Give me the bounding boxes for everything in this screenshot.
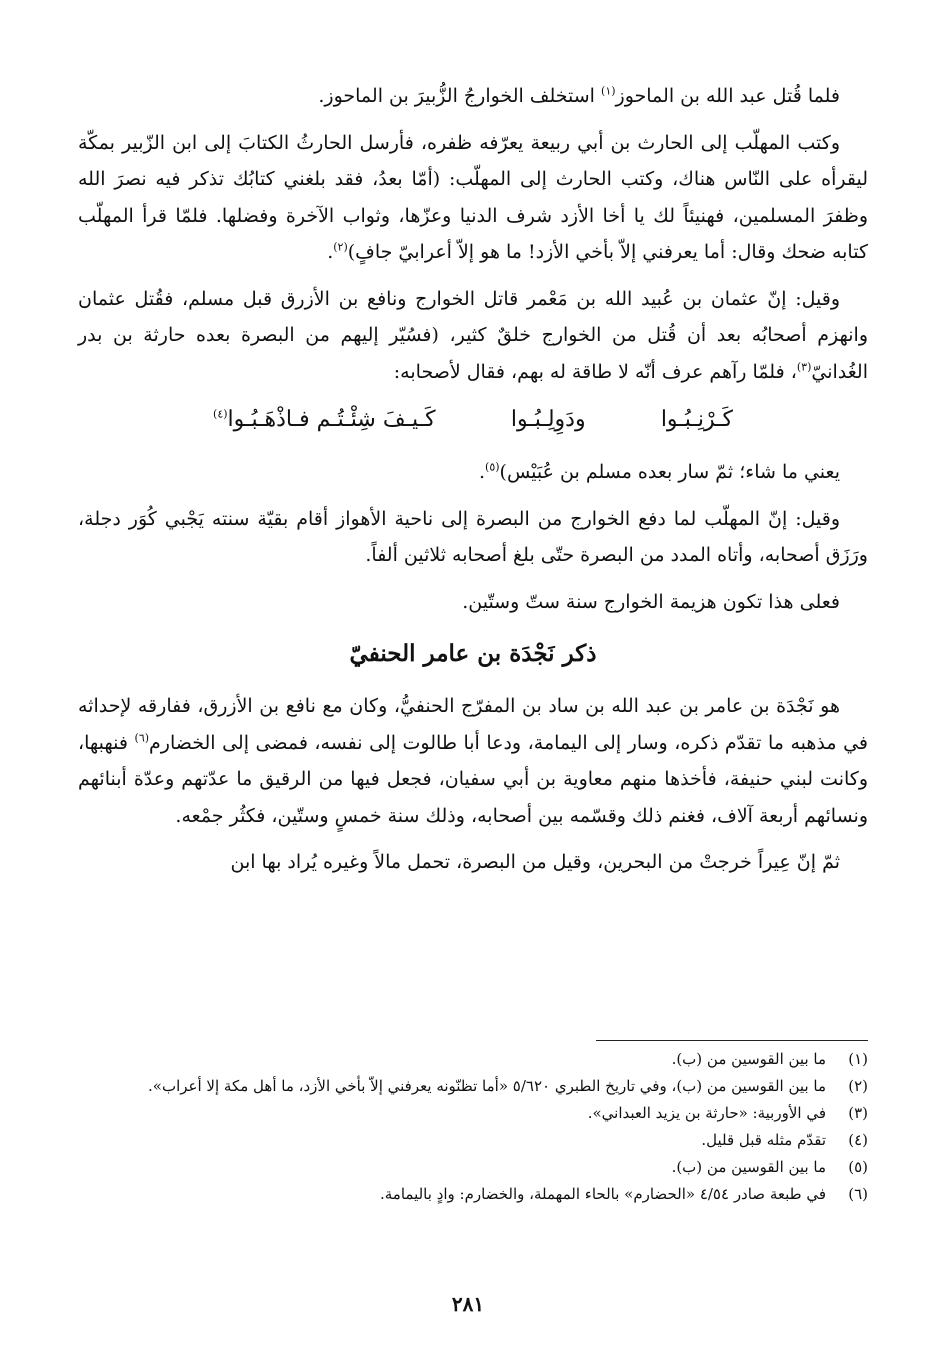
footnote-ref-3: (٣) xyxy=(796,360,812,374)
paragraph-7-text: هو نَجْدَة بن عامر بن عبد الله بن ساد بن المفرّج الحنفيُّ، وكان مع نافع بن الأزرق، ففارقه لإحداثه في مذهبه ما تقدّم ذكره، وسار إلى اليمامة، ودعا أبا طالوت إلى نفسه، فمضى إلى الخضارم xyxy=(78,695,868,754)
verse-part-3: كَـيـفَ شِئْـتُـم فـاذْهَـبُـوا xyxy=(227,407,436,432)
paragraph-7-rest: فنهبها، وكانت لبني حنيفة، فأخذها منهم معاوية بن أبي سفيان، فجعل فيها من الرقيق ما عدّتهم وعدّة أبنائهم ونسائهم أربعة آلاف، فغنم ذلك وقسّمه بين أصحابه، وذلك سنة خمسٍ وستّين، فكثُر جمْعه. xyxy=(78,731,868,827)
page-number: ٢٨١ xyxy=(451,1292,485,1316)
footnote-2 xyxy=(78,1073,868,1100)
paragraph-7 xyxy=(78,688,868,834)
paragraph-8: ثمّ إنّ عِيراً خرجتْ من البحرين، وقيل من البصرة، تحمل مالاً وغيره يُراد بها ابن xyxy=(230,851,840,873)
footnote-1 xyxy=(78,1046,868,1073)
footnote-ref-4: (٤) xyxy=(213,407,228,421)
footnote-number: (٥) xyxy=(848,1158,868,1176)
footnote-ref-1: (١) xyxy=(601,84,616,98)
paragraph-4-text: يعني ما شاء؛ ثمّ سار بعده مسلم بن عُبَيْس) xyxy=(499,461,840,483)
footnote-3 xyxy=(78,1100,868,1127)
footnote-number: (٦) xyxy=(848,1185,868,1203)
footnote-number: (٢) xyxy=(848,1077,868,1095)
paragraph-3-text: وقيل: إنّ عثمان بن عُبيد الله بن مَعْمر قاتل الخوارج ونافع بن الأزرق قبل مسلم، فقُتل عثمان وانهزم أصحابُه بعد أن قُتل من الخوارج خلقٌ كثير، (فسُيّر إليهم من البصرة بعده حارثة بن بدر الغُدانيّ xyxy=(78,287,868,383)
verse-part-2: ودَوِلِـبُـوا xyxy=(510,407,586,432)
paragraph-6: فعلى هذا تكون هزيمة الخوارج سنة ستّ وستّين. xyxy=(462,590,840,613)
footnote-text: ما بين القوسين من (ب). xyxy=(671,1050,826,1068)
footnote-4 xyxy=(78,1127,868,1154)
footnote-ref-6: (٦) xyxy=(134,731,150,745)
paragraph-2 xyxy=(78,125,868,271)
footnotes xyxy=(78,1046,868,1208)
verse-part-1: كَـرْنِـبُـوا xyxy=(660,407,733,432)
footnote-text: في طبعة صادر ٤/٥٤ «الحضارم» بالحاء المهملة، والخضارم: وادٍ باليمامة. xyxy=(380,1185,826,1203)
footnote-6 xyxy=(78,1181,868,1208)
footnote-text: ما بين القوسين من (ب). xyxy=(671,1158,826,1176)
paragraph-3-rest: ، فلمّا رآهم عرف أنّه لا طاقة له بهم، فقال لأصحابه: xyxy=(393,360,797,383)
paragraph-1-rest: استخلف الخوارجُ الزُّبيرَ بن الماحوز. xyxy=(318,85,602,107)
verse-line xyxy=(213,400,733,440)
footnote-text: ما بين القوسين من (ب)، وفي تاريخ الطبري ٥/٦٢٠ «أما تظنّونه يعرفني إلاّ بأخي الأزد، ما أهل مكة إلا أعراب». xyxy=(148,1077,826,1095)
paragraph-1 xyxy=(78,78,868,115)
footnote-ref-2: (٢) xyxy=(333,240,348,254)
verse-part-3-wrap xyxy=(213,400,436,440)
paragraph-1-text: فلما قُتل عبد الله بن الماحوز xyxy=(615,85,840,107)
paragraph-2-text: وكتب المهلّب إلى الحارث بن أبي ربيعة يعرّفه ظفره، فأرسل الحارثُ الكتابَ إلى ابن الزّبير بمكّة ليقرأه على النّاس هناك، وكتب الحارث إلى المهلّب: (أمّا بعدُ، فقد بلغني كتابُك تذكر فيه نصرَ الله وظفرَ المسلمين، فهنيئاً لك يا أخا الأزد شرف الدنيا وعزّها، وثواب الآخرة وفضلها. فلمّا قرأ المهلّب كتابه ضحك وقال: أما يعرفني إلاّ بأخي الأزد! ما هو إلاّ أعرابيّ جافٍ) xyxy=(78,131,868,263)
footnote-5 xyxy=(78,1154,868,1181)
paragraph-3 xyxy=(78,281,868,391)
footnote-ref-5: (٥) xyxy=(485,460,500,474)
footnote-text: تقدّم مثله قبل قليل. xyxy=(701,1131,826,1149)
footnote-number: (١) xyxy=(848,1050,868,1068)
footnote-divider xyxy=(596,1040,868,1041)
paragraph-5: وقيل: إنّ المهلّب لما دفع الخوارج من البصرة إلى ناحية الأهواز أقام بقيّة سنته يَجْبي كُوَر دجلة، ورَزَق أصحابه، وأتاه المدد من البصرة حتّى بلغ أصحابه ثلاثين ألفاً. xyxy=(78,507,868,566)
footnote-number: (٣) xyxy=(848,1104,868,1122)
footnote-text: في الأوربية: «حارثة بن يزيد العبداني». xyxy=(587,1104,826,1122)
paragraph-4-end: . xyxy=(478,461,486,483)
footnote-number: (٤) xyxy=(848,1131,868,1149)
paragraph-2-end: . xyxy=(327,241,334,263)
section-heading: ذكر نَجْدَة بن عامر الحنفيّ xyxy=(349,640,597,667)
paragraph-4 xyxy=(78,454,868,491)
main-text xyxy=(78,78,868,891)
